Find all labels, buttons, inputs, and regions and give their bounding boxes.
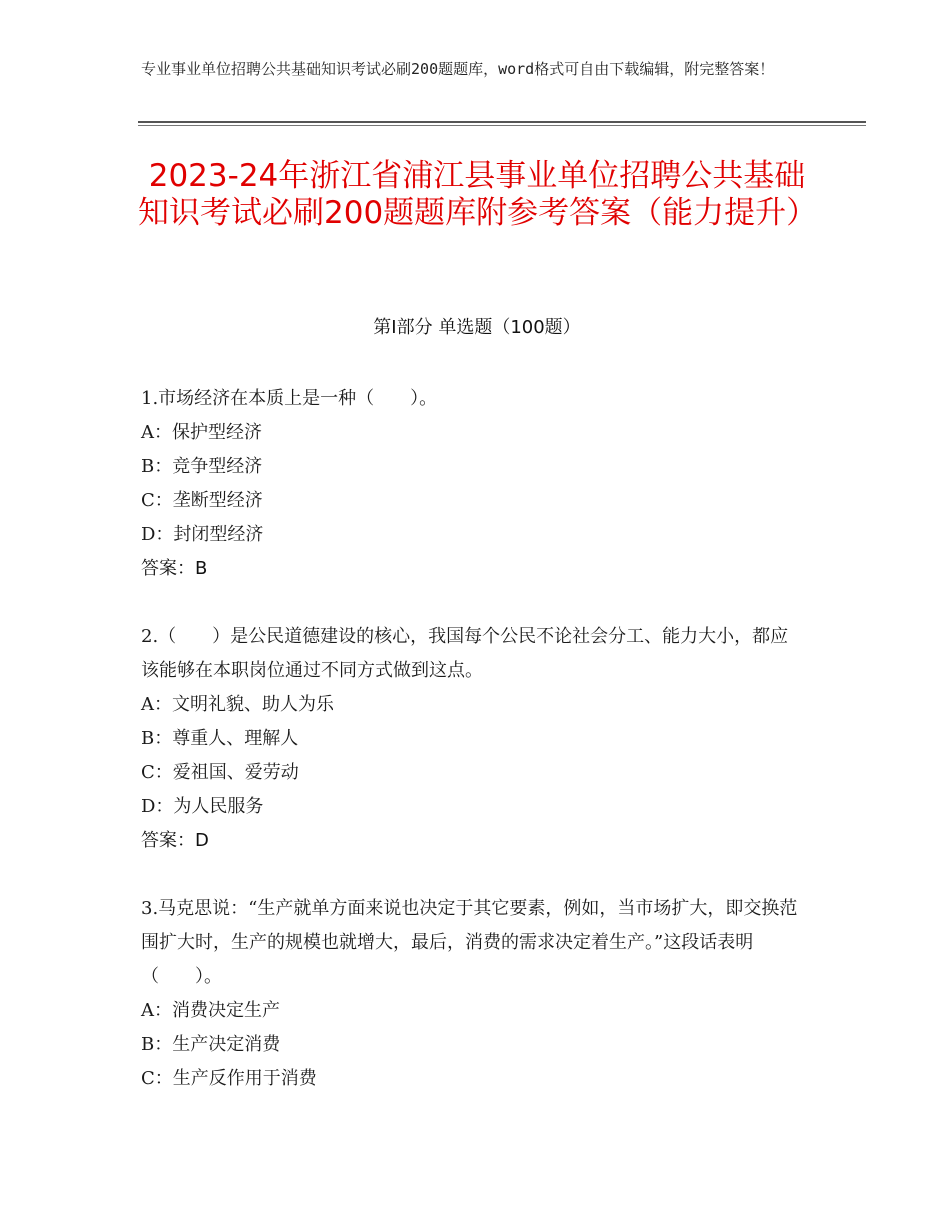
answer-line: 答案：D: [141, 830, 209, 851]
option-a: A：文明礼貌、助人为乐: [141, 694, 334, 715]
option-d: D：封闭型经济: [141, 524, 264, 545]
option-a: A：消费决定生产: [141, 1000, 280, 1021]
question-2: [141, 620, 801, 858]
option-d: D：为人民服务: [141, 796, 264, 817]
option-a: A：保护型经济: [141, 422, 262, 443]
header-note: 专业事业单位招聘公共基础知识考试必刷200题题库，word格式可自由下载编辑，附完整答案！: [141, 60, 775, 78]
question-list: [141, 382, 801, 1096]
option-c: C：生产反作用于消费: [141, 1068, 317, 1089]
question-stem: 3.马克思说：“生产就单方面来说也决定于其它要素，例如，当市场扩大，即交换范围扩大时，生产的规模也就增大，最后，消费的需求决定着生产。”这段话表明（ ）。: [141, 898, 798, 987]
section-heading: 第I部分 单选题（100题）: [373, 317, 581, 338]
question-stem: 2.（ ）是公民道德建设的核心，我国每个公民不论社会分工、能力大小，都应该能够在本职岗位通过不同方式做到这点。: [141, 626, 789, 681]
option-b: B：竞争型经济: [141, 456, 263, 477]
header-divider-thin: [138, 125, 866, 126]
question-stem: 1.市场经济在本质上是一种（ ）。: [141, 388, 438, 409]
option-b: B：尊重人、理解人: [141, 728, 299, 749]
header-divider-thick: [138, 121, 866, 123]
question-1: [141, 382, 801, 586]
option-b: B：生产决定消费: [141, 1034, 281, 1055]
question-3: [141, 892, 801, 1096]
option-c: C：垄断型经济: [141, 490, 263, 511]
answer-line: 答案：B: [141, 558, 208, 579]
option-c: C：爱祖国、爱劳动: [141, 762, 299, 783]
document-title: 2023-24年浙江省浦江县事业单位招聘公共基础知识考试必刷200题题库附参考答案（能力提升）: [138, 158, 818, 231]
